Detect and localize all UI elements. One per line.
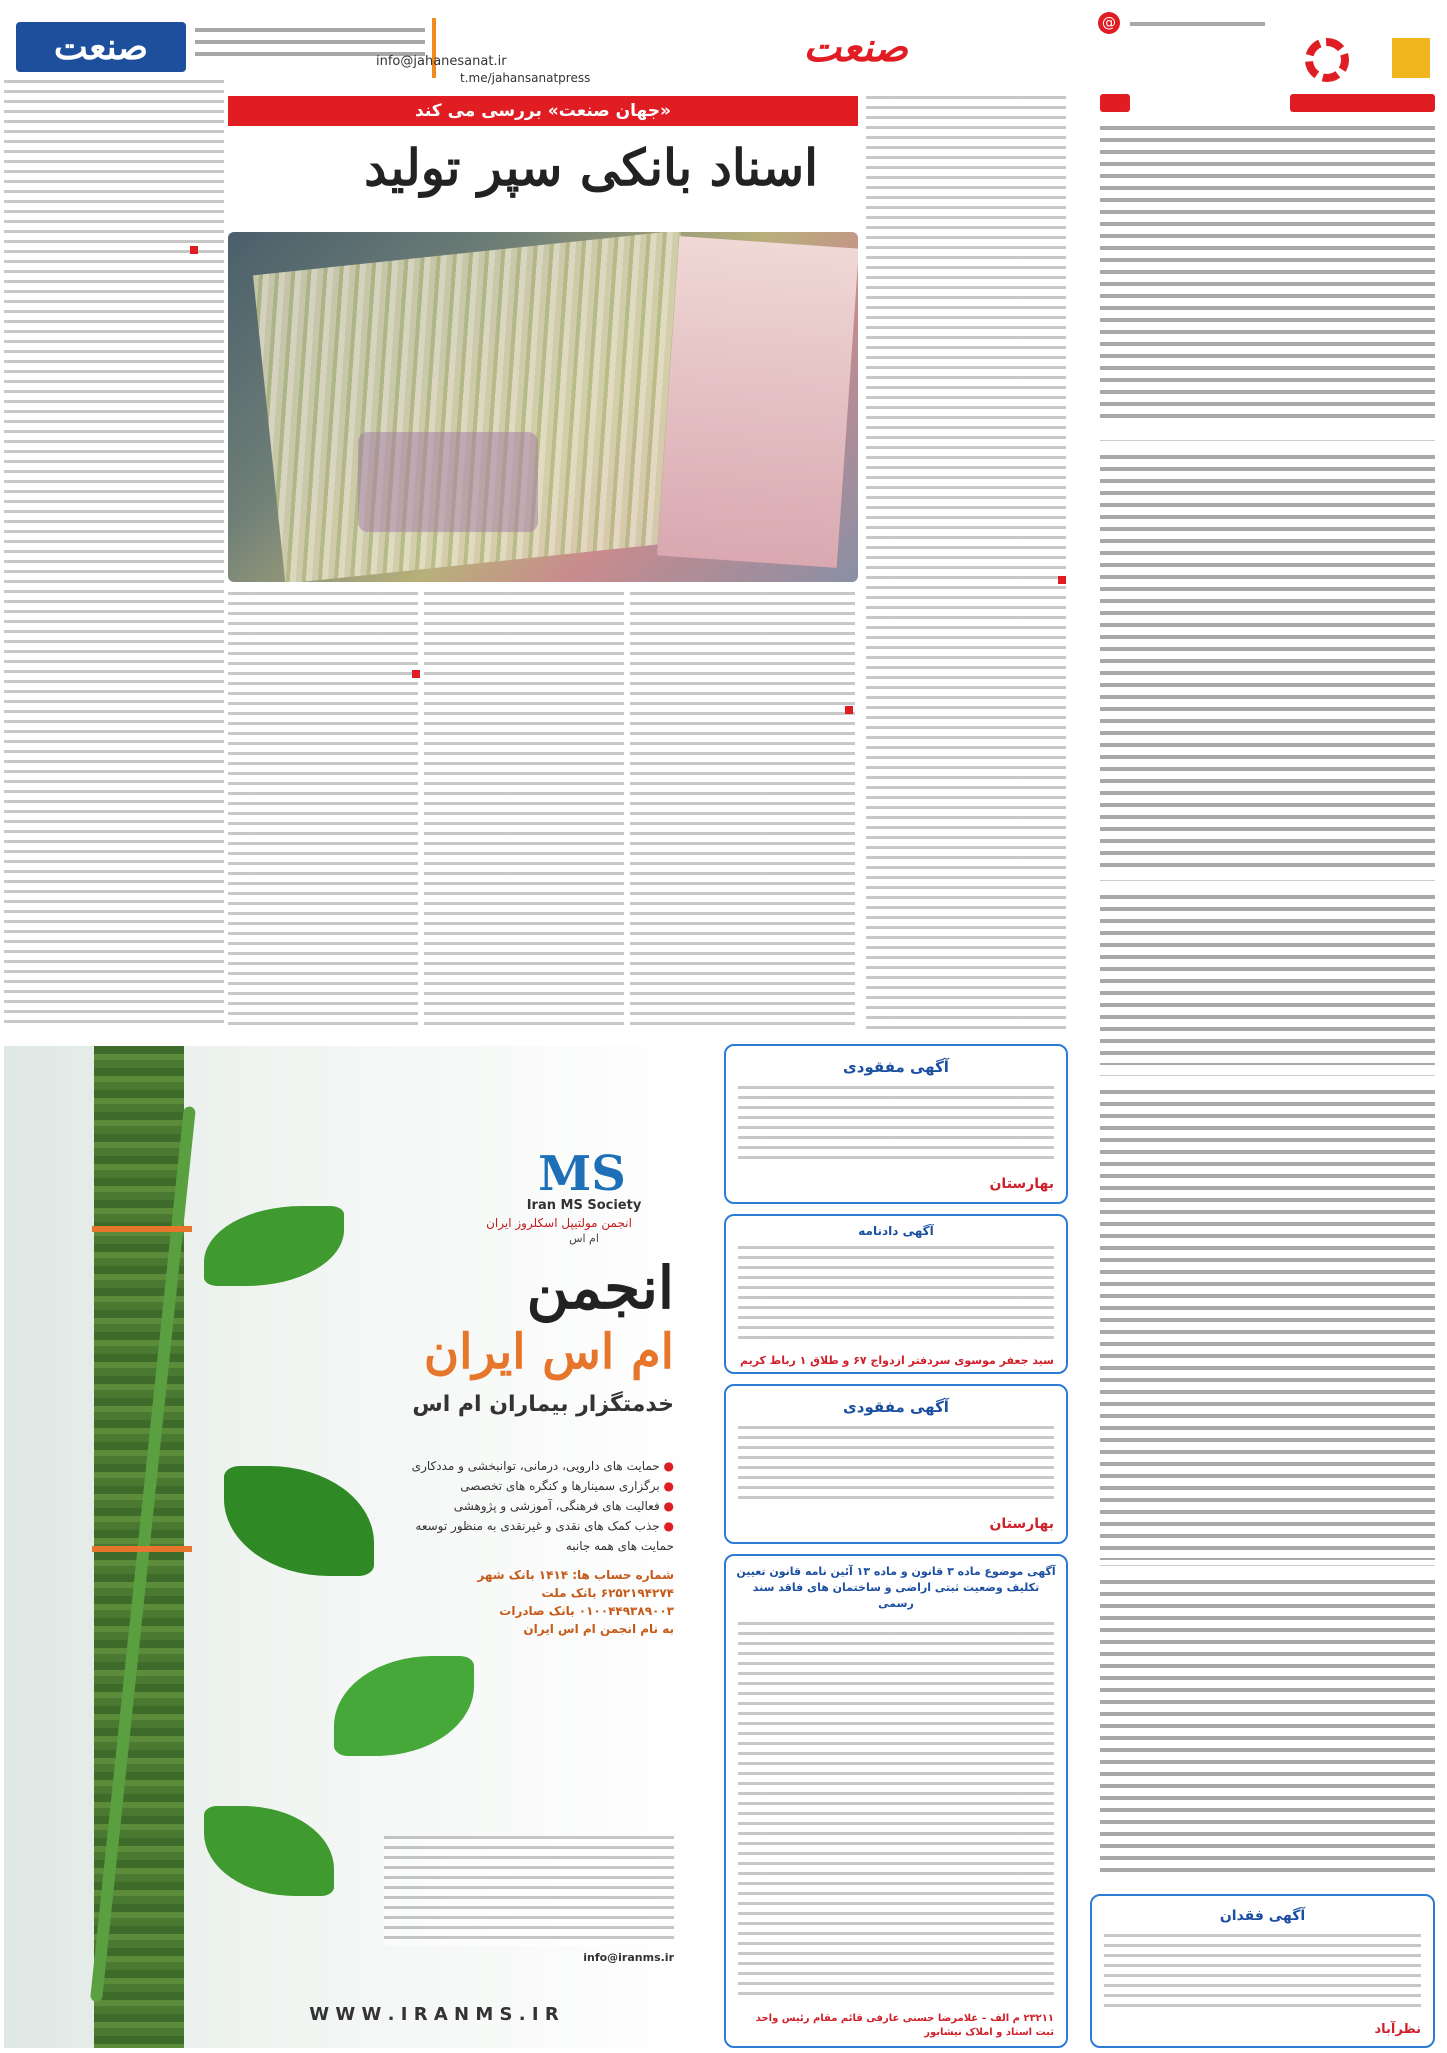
news-top-bar-right: [1290, 94, 1435, 112]
ad-box-1: [724, 1044, 1068, 1204]
gear-icon: [1305, 38, 1349, 82]
ms-bullet-4: ● جذب کمک های نقدی و غیرنقدی به منظور توسعه حمایت های همه جانبه: [415, 1519, 674, 1553]
masthead: [0, 8, 1447, 88]
ad-footer-1: بهارستان: [989, 1176, 1054, 1192]
qr-icon: [1392, 38, 1430, 78]
mail-icon: @: [1098, 12, 1120, 34]
news-1: [1100, 126, 1435, 426]
ms-accounts: [424, 1566, 674, 1638]
news-2: [1100, 455, 1435, 875]
ms-account-3: ۰۱۰۰۴۴۹۳۸۹۰۰۳ بانک صادرات: [499, 1604, 674, 1618]
ad-footer-3: بهارستان: [989, 1516, 1054, 1532]
ad-box-5: [1090, 1894, 1435, 2048]
left-column-text: [4, 80, 224, 1030]
ms-bullets: [384, 1456, 674, 1556]
logo-right: صنعت: [803, 24, 908, 71]
ms-account-2: ۶۲۵۲۱۹۴۲۷۴ بانک ملت: [541, 1586, 674, 1600]
ad-footer-4: ۲۳۲۱۱ م الف – غلامرضا حسنی عارفی قائم مقام رئیس واحد ثبت اسناد و املاک نیشابور: [755, 2013, 1054, 2038]
ad-box-2: [724, 1214, 1068, 1374]
kicker-bar: [228, 96, 858, 126]
news-5: [1100, 1580, 1435, 1880]
masthead-divider: [432, 18, 436, 78]
ad-title-4: آگهی موضوع ماده ۳ قانون و ماده ۱۳ آئین نامه قانون تعیین تکلیف وضعیت ثبتی اراضی و ساختمان های فاقد سند رسمی: [736, 1565, 1056, 1610]
ms-big-line2: ام اس ایران: [423, 1324, 674, 1380]
ms-big-line1: انجمن: [526, 1254, 674, 1322]
kicker-text: «جهان صنعت» بررسی می کند: [415, 101, 671, 121]
ms-tagline: خدمتگزار بیماران ام اس: [412, 1392, 674, 1417]
leaf-2: [224, 1466, 374, 1576]
bullet-marker-3: [845, 706, 853, 714]
ad-body-3: [738, 1426, 1054, 1506]
ms-bullet-3: ● فعالیت های فرهنگی، آموزشی و پژوهشی: [453, 1499, 674, 1513]
email-text: info@jahanesanat.ir: [376, 54, 507, 69]
leaf-1: [204, 1206, 344, 1286]
news-3: [1100, 895, 1435, 1065]
ad-title-2: آگهی دادنامه: [858, 1224, 934, 1238]
ms-account-1: شماره حساب ها: ۱۴۱۴ بانک شهر: [477, 1568, 674, 1582]
ad-footer-5: نظرآباد: [1374, 2022, 1421, 2037]
leaf-4: [204, 1806, 334, 1896]
ms-logo: MS: [538, 1146, 626, 1202]
ms-bullet-2: ● برگزاری سمینارها و کنگره های تخصصی: [460, 1479, 674, 1493]
ms-account-4: به نام انجمن ام اس ایران: [523, 1622, 674, 1636]
bullet-marker-2: [412, 670, 420, 678]
orange-string-2: [92, 1546, 192, 1552]
ms-website: W W W . I R A N M S . I R: [309, 2004, 559, 2025]
article-body-col-1: [228, 592, 418, 1032]
orange-string: [92, 1226, 192, 1232]
divider-4: [1100, 1565, 1435, 1566]
ms-contact-block: [384, 1836, 674, 1946]
ms-email: info@iranms.ir: [583, 1951, 674, 1964]
ad-body-4: [738, 1622, 1054, 2002]
ad-box-3: [724, 1384, 1068, 1544]
ad-body-5: [1104, 1934, 1421, 2012]
ms-org-sub: ام اس: [569, 1232, 599, 1245]
article-body-col-3: [630, 592, 855, 1032]
article-side-column: [866, 96, 1066, 1032]
divider-2: [1100, 880, 1435, 881]
site-address: [1130, 22, 1265, 34]
telegram-text: t.me/jahansanatpress: [460, 71, 591, 85]
bullet-marker: [190, 246, 198, 254]
bullet-marker-4: [1058, 576, 1066, 584]
ad-body-2: [738, 1246, 1054, 1346]
ms-org-name: انجمن مولتیپل اسکلروز ایران: [486, 1216, 632, 1230]
article-body-col-2: [424, 592, 624, 1032]
ad-footer-2: سید جعفر موسوی سردفتر ازدواج ۶۷ و طلاق ۱ رباط کریم: [739, 1354, 1054, 1367]
ms-brand: Iran MS Society: [526, 1198, 642, 1213]
logo-left: صنعت: [16, 22, 186, 72]
ad-title-3: آگهی مفقودی: [843, 1398, 949, 1416]
banknotes-photo: [228, 232, 858, 582]
headline: اسناد بانکی سپر تولید: [364, 138, 818, 197]
ad-body-1: [738, 1086, 1054, 1166]
leaf-3: [334, 1656, 474, 1756]
ad-title-1: آگهی مفقودی: [843, 1058, 949, 1076]
ad-box-4: [724, 1554, 1068, 2048]
ms-bullet-1: ● حمایت های دارویی، درمانی، توانبخشی و مددکاری: [411, 1459, 674, 1473]
news-4: [1100, 1090, 1435, 1560]
ms-society-ad: [4, 1046, 710, 2048]
news-top-bar-left: [1100, 94, 1130, 112]
ad-title-5: آگهی فقدان: [1219, 1908, 1306, 1924]
divider-1: [1100, 440, 1435, 441]
divider-3: [1100, 1075, 1435, 1076]
